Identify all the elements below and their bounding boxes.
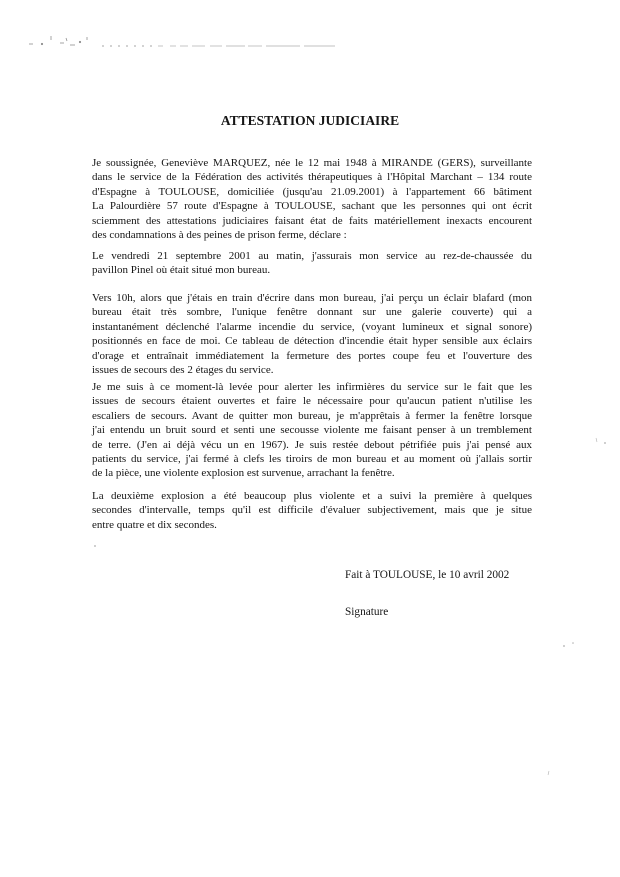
- paragraph-line: issues de secours des 2 étages du service.: [92, 364, 274, 377]
- paragraph-line: Je soussignée, Geneviève MARQUEZ, née le 12 mai 1948 à MIRANDE (GERS), surveillante: [92, 157, 532, 169]
- paragraph-line: La deuxième explosion a été beaucoup plus violente et a suivi la première à quelques: [92, 490, 532, 502]
- scan-speck: [604, 442, 605, 443]
- paragraph-line: secondes d'intervalle, temps qu'il est difficile d'évaluer subjectivement, mais que je situe: [92, 504, 532, 517]
- paragraph-line: La Palourdière 57 route d'Espagne à TOULOUSE, sachant que les personnes qui ont écrit: [92, 200, 532, 213]
- scan-speck: [127, 46, 128, 47]
- paragraph-line: dans le service de la Fédération des activités thérapeutiques à l'Hôpital Marchant – 134 route: [92, 171, 532, 184]
- paragraph-line: instantanément déclenché l'alarme incendie du service, (voyant lumineux et signal sonore): [92, 320, 532, 333]
- scan-speck: [66, 38, 67, 41]
- scan-speck: [573, 643, 574, 644]
- paragraph-declarant-identity: [92, 156, 532, 242]
- paragraph-line: Je me suis à ce moment-là levée pour alerter les infirmières du service sur le fait que les: [92, 381, 532, 393]
- place-and-date: Fait à TOULOUSE, le 10 avril 2002: [345, 569, 510, 581]
- scan-speck: [596, 438, 597, 442]
- paragraph-line: de terre. (J'en ai déjà vécu un en 1967). Je suis restée debout pétrifiée puis j'ai pensé aux: [92, 438, 532, 451]
- paragraph-line: j'ai entendu un bruit sourd et senti une secousse violente me faisant penser à un tremblement: [92, 424, 532, 437]
- paragraph-line: d'Espagne à TOULOUSE, domiciliée (jusqu'au 21.09.2001) à l'appartement 66 bâtiment: [92, 185, 532, 198]
- scan-speck: [548, 771, 549, 775]
- paragraph-line: positionnés en face de moi. Ce tableau de détection d'incendie était hyper sensible aux éclairs: [92, 335, 532, 348]
- paragraph-line: des condamnations à des peines de prison ferme, déclare :: [92, 229, 347, 242]
- paragraph-line: bureau était très sombre, l'unique fenêtre donnant sur une galerie couverte) qui a: [92, 306, 532, 319]
- scan-speck: [94, 545, 95, 546]
- signature-label: Signature: [345, 606, 389, 618]
- paragraph-line: sciemment des attestations judiciaires faisant état de faits matériellement inexacts encourent: [92, 214, 532, 227]
- paragraph-line: entre quatre et dix secondes.: [92, 518, 217, 531]
- paragraph-line: patients du service, j'ai fermé à clefs les tiroirs de mon bureau et au moment où j'allais sortir: [92, 453, 532, 466]
- scan-speck: [41, 43, 42, 44]
- document-title: ATTESTATION JUDICIAIRE: [220, 113, 400, 128]
- paragraph-line: Le vendredi 21 septembre 2001 au matin, j'assurais mon service au rez-de-chaussée du: [92, 250, 532, 262]
- paragraph-first-explosion: [92, 380, 532, 481]
- scan-speck: [151, 46, 152, 47]
- scan-speck: [103, 46, 104, 47]
- paragraph-line: issues de secours étaient ouvertes et faire le nécessaire pour qu'aucun patient n'utilise les: [92, 395, 532, 408]
- scan-speck: [119, 46, 120, 47]
- paragraph-line: escaliers de secours. Avant de quitter mon bureau, je m'apprêtais à fermer la fenêtre lorsque: [92, 409, 532, 422]
- paragraph-morning-service: [92, 249, 532, 278]
- paragraph-line: pavillon Pinel où était situé mon bureau.: [92, 264, 271, 277]
- scan-speck: [563, 645, 564, 646]
- scan-speck: [135, 46, 136, 47]
- paragraph-line: Vers 10h, alors que j'étais en train d'écrire dans mon bureau, j'ai perçu un éclair blafard (mon: [92, 292, 532, 304]
- scan-speck: [111, 46, 112, 47]
- paragraph-line: de la pièce, une violente explosion est survenue, arrachant la fenêtre.: [92, 467, 395, 480]
- scan-speck: [79, 41, 80, 42]
- scan-speck: [143, 46, 144, 47]
- paragraph-line: d'orage et entraînait immédiatement la fermeture des portes coupe feu et l'ouverture des: [92, 349, 532, 362]
- paragraph-flash-alarm: [92, 291, 532, 377]
- paragraph-second-explosion: [92, 489, 532, 532]
